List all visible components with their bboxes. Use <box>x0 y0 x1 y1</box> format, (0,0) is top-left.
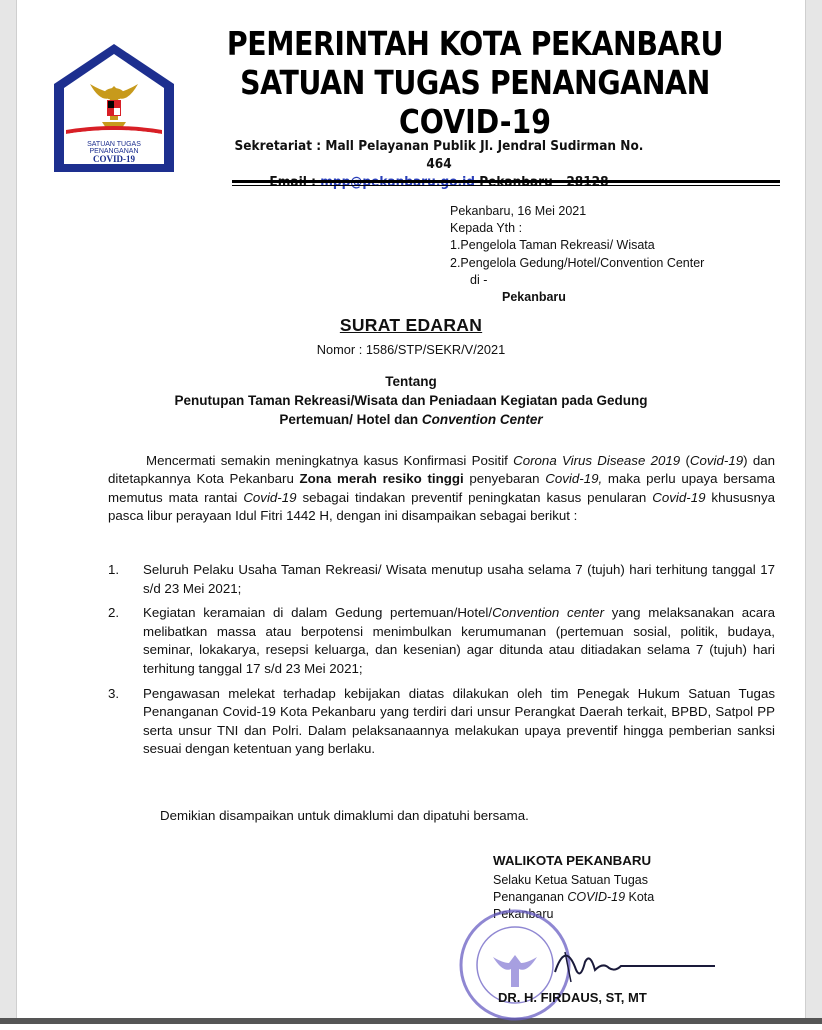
subject-line2: Pertemuan/ Hotel dan Convention Center <box>279 412 543 427</box>
left-page-edge <box>0 0 17 1024</box>
letterhead-line2: SATUAN TUGAS PENANGANAN <box>240 63 710 102</box>
bottom-page-edge <box>0 1018 822 1024</box>
recipient-city: Pekanbaru <box>502 290 566 305</box>
letterhead-rule-thin <box>232 185 780 186</box>
svg-text:SATUAN TUGAS: SATUAN TUGAS <box>87 141 141 148</box>
recipient-to: Kepada Yth : <box>450 221 523 236</box>
recipient-item: 2.Pengelola Gedung/Hotel/Convention Center <box>450 255 705 270</box>
letterhead <box>175 24 775 142</box>
letterhead-line3: COVID-19 <box>398 102 552 141</box>
place-date: Pekanbaru, 16 Mei 2021 <box>450 204 587 218</box>
points-list <box>108 561 775 765</box>
handwritten-signature <box>545 932 725 992</box>
subject-label: Tentang <box>385 374 437 389</box>
svg-text:COVID-19: COVID-19 <box>93 154 135 164</box>
list-item: 3. Pengawasan melekat terhadap kebijakan diatas dilakukan oleh tim Penegak Hukum Satuan Tugas Penanganan Covid-19 Kota Pekanbaru yang terdiri dari unsur Perangkat Daerah terkait, BPBD, Satpol PP serta unsur TNI dan Polri. Dalam pelaksanaannya melakukan upaya preventif hingga pemberian sanksi sesuai dengan ketentuan yang berlaku. <box>108 685 775 757</box>
svg-text:PENANGANAN: PENANGANAN <box>89 148 139 155</box>
intro-paragraph: Mencermati semakin meningkatnya kasus Konfirmasi Positif Corona Virus Disease 2019 (Covid-19) dan ditetapkannya Kota Pekanbaru Zona merah resiko tinggi penyebaran Covid-19, maka perlu upaya bersama memutus mata rantai Covid-19 sebagai tindakan preventif peningkatan kasus penularan Covid-19 khususnya pasca libur perayaan Idul Fitri 1442 H, dengan ini disampaikan sebagai berikut : <box>108 453 776 523</box>
letterhead-rule-thick <box>232 180 780 183</box>
secretariat-address: Sekretariat : Mall Pelayanan Publik Jl. Jendral Sudirman No. 464 <box>234 138 644 172</box>
signer-name: DR. H. FIRDAUS, ST, MT <box>498 990 647 1005</box>
letter-subject <box>0 372 822 429</box>
recipient-block <box>450 203 704 306</box>
signer-role: Penanganan COVID-19 Kota <box>493 890 655 904</box>
subject-line1: Penutupan Taman Rekreasi/Wisata dan Peniadaan Kegiatan pada Gedung <box>174 393 648 408</box>
signer-role: Selaku Ketua Satuan Tugas <box>493 873 648 887</box>
closing-statement: Demikian disampaikan untuk dimaklumi dan dipatuhi bersama. <box>160 808 529 823</box>
signer-office: WALIKOTA PEKANBARU <box>493 853 652 868</box>
letter-title: SURAT EDARAN <box>339 315 483 335</box>
right-page-edge <box>805 0 822 1024</box>
list-item: 1. Seluruh Pelaku Usaha Taman Rekreasi/ Wisata menutup usaha selama 7 (tujuh) hari terhitung tanggal 17 s/d 23 Mei 2021; <box>108 562 775 596</box>
list-item: 2. Kegiatan keramaian di dalam Gedung pertemuan/Hotel/Convention center yang melaksanakan acara melibatkan massa atau berpotensi menimbulkan kerumumanan (pertemuan sosial, politik, budaya, seminar, lokakarya, resepsi keluarga, dan kesenian) agar ditunda atau ditiadakan selama 7 (tujuh) hari terhitung tanggal 17 s/d 23 Mei 2021; <box>108 605 776 676</box>
letterhead-line1: PEMERINTAH KOTA PEKANBARU <box>226 24 724 63</box>
satgas-covid19-logo <box>50 40 178 180</box>
recipient-di: di - <box>470 272 488 287</box>
letter-number: Nomor : 1586/STP/SEKR/V/2021 <box>316 342 506 357</box>
recipient-item: 1.Pengelola Taman Rekreasi/ Wisata <box>450 238 655 253</box>
signer-role: Pekanbaru <box>493 907 554 921</box>
